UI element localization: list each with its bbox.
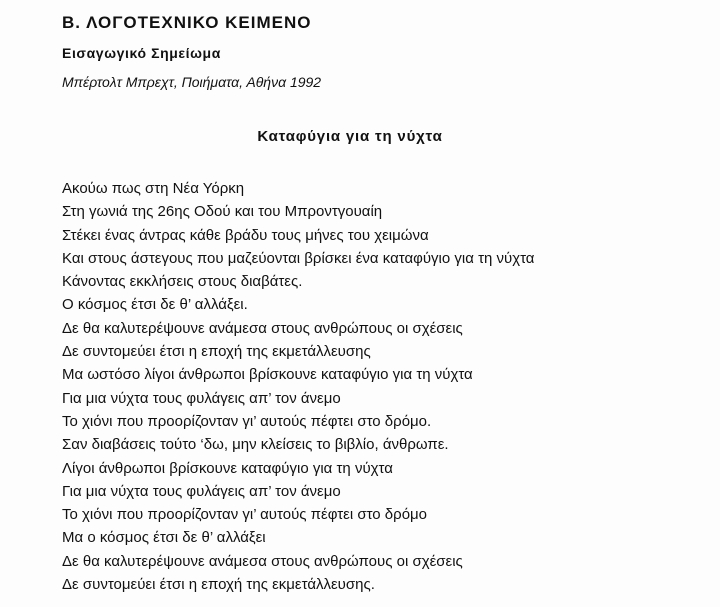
poem-line: Σαν διαβάσεις τούτο ‘δω, μην κλείσεις το βιβλίο, άνθρωπε. <box>62 436 449 454</box>
poem-line: Κάνοντας εκκλήσεις στους διαβάτες. <box>62 273 303 291</box>
intro-label: Εισαγωγικό Σημείωμα <box>62 45 221 61</box>
poem-line: Δε θα καλυτερέψουνε ανάμεσα στους ανθρώπους οι σχέσεις <box>62 552 463 570</box>
poem-line: Το χιόνι που προορίζονταν γι’ αυτούς πέφτει στο δρόμο <box>62 506 428 524</box>
poem-line: Μα ο κόσμος έτσι δε θ’ αλλάξει <box>62 529 266 547</box>
poem-line: Το χιόνι που προορίζονταν γι’ αυτούς πέφτει στο δρόμο. <box>62 412 432 430</box>
poem-line: Ο κόσμος έτσι δε θ’ αλλάξει. <box>62 296 248 314</box>
poem-line: Για μια νύχτα τους φυλάγεις απ’ τον άνεμο <box>62 482 341 500</box>
poem-line: Ακούω πως στη Νέα Υόρκη <box>62 180 245 197</box>
section-title: Β. ΛΟΓΟΤΕΧΝΙΚΟ ΚΕΙΜΕΝΟ <box>62 13 312 32</box>
source-citation: Μπέρτολτ Μπρεχτ, Ποιήματα, Αθήνα 1992 <box>62 74 322 90</box>
poem-line: Μα ωστόσο λίγοι άνθρωποι βρίσκουνε καταφύγιο για τη νύχτα <box>62 366 473 384</box>
poem-line: Δε συντομεύει έτσι η εποχή της εκμετάλλευσης <box>62 343 371 361</box>
poem-line: Δε συντομεύει έτσι η εποχή της εκμετάλλευσης. <box>62 576 375 594</box>
poem-line: Και στους άστεγους που μαζεύονται βρίσκει ένα καταφύγιο για τη νύχτα <box>62 249 535 267</box>
poem-line: Για μια νύχτα τους φυλάγεις απ’ τον άνεμο <box>62 389 341 407</box>
poem-text <box>62 177 534 596</box>
poem-line: Στη γωνιά της 26ης Οδού και του Μπροντγουαίη <box>62 203 383 221</box>
poem-line: Στέκει ένας άντρας κάθε βράδυ τους μήνες του χειμώνα <box>62 226 429 244</box>
poem-title: Καταφύγια για τη νύχτα <box>257 128 443 145</box>
poem-line: Δε θα καλυτερέψουνε ανάμεσα στους ανθρώπους οι σχέσεις <box>62 319 463 337</box>
poem-line: Λίγοι άνθρωποι βρίσκουνε καταφύγιο για τη νύχτα <box>62 459 393 477</box>
